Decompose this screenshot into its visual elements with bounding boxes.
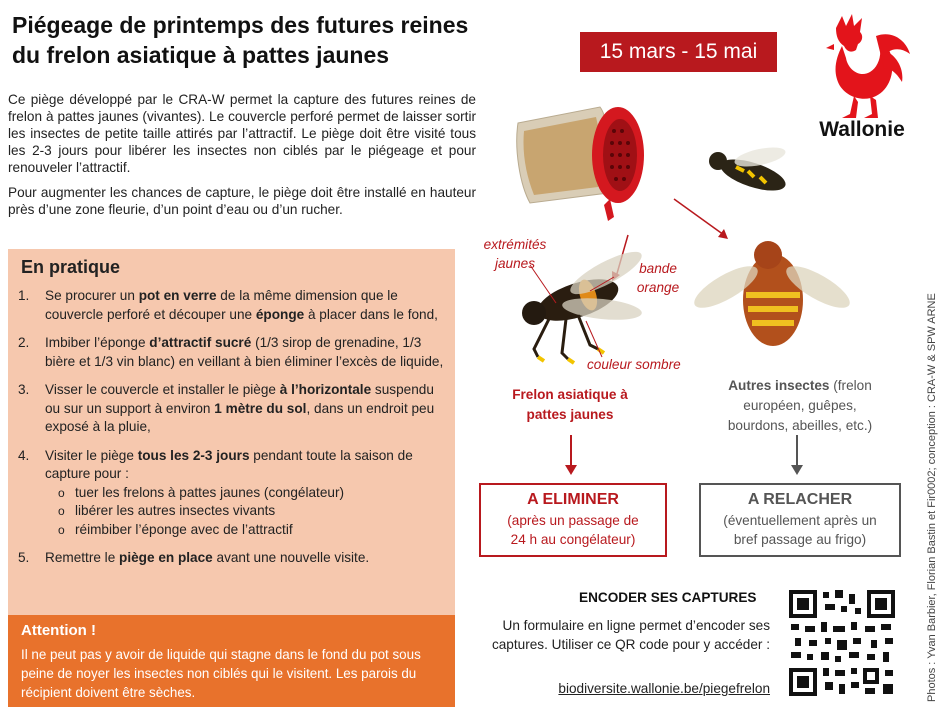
intro-paragraph-2: Pour augmenter les chances de capture, le piège doit être installé en hauteur près d’une zone fleurie, d’un point d’eau ou d’un rucher. [8, 185, 476, 217]
wasp-image [709, 144, 789, 197]
attention-title: Attention ! [21, 622, 96, 639]
photo-credits: Photos : Yvan Barbier, Florian Bastin et Fir0002; conception : CRA-W & SPW ARNE [926, 293, 938, 702]
practice-panel [8, 249, 455, 615]
step-4-subitem: o tuer les frelons à pattes jaunes (congélateur) [58, 484, 345, 500]
steps-list [18, 287, 448, 578]
step-1: 1. Se procurer un pot en verre de la même dimension que le couvercle perforé et découper une éponge à placer dans le fond, [18, 288, 438, 322]
logo-text: Wallonie [819, 118, 905, 141]
eliminate-box: A ELIMINER (après un passage de 24 h au congélateur) [479, 483, 667, 557]
label-yellow-tips: extrémités jaunes [483, 237, 547, 271]
practice-title: En pratique [21, 257, 121, 277]
step-3: 3. Visser le couvercle et installer le piège à l’horizontale suspendu ou sur un support à environ 1 mètre du sol, dans un endroit peu exposé à la pluie, [18, 382, 435, 434]
step-4-subitem: o libérer les autres insectes vivants [58, 503, 276, 518]
encode-text: Un formulaire en ligne permet d’encoder ses captures. Utiliser ce QR code pour y accéder : [491, 618, 770, 652]
attention-panel [8, 615, 455, 707]
encode-link[interactable]: biodiversite.wallonie.be/piegefrelon [558, 681, 770, 696]
attention-text: Il ne peut pas y avoir de liquide qui stagne dans le fond du pot sous peine de noyer les insectes non ciblés qui le visitent. Les parois du récipient doivent être sèches. [21, 647, 421, 700]
label-dark-color: couleur sombre [587, 357, 681, 372]
step-2: 2. Imbiber l’éponge d’attractif sucré (1/3 sirop de grenadine, 1/3 bière et 1/3 vin blanc) en veillant à bien éliminer l’excès de liquide, [18, 335, 444, 369]
page-title: Piégeage de printemps des futures reines du frelon asiatique à pattes jaunes [12, 12, 469, 68]
trap-jar-image [517, 107, 644, 221]
step-4-subitem: o réimbiber l’éponge avec de l’attractif [58, 521, 293, 537]
step-4: 4. Visiter le piège tous les 2-3 jours pendant toute la saison de capture pour : o tuer les frelons à pattes jaunes (congélateur) o libérer les autres insectes vivants o réimbiber l’éponge avec de l’attractif [18, 447, 448, 540]
intro-paragraph-1: Ce piège développé par le CRA-W permet la capture des futures reines de frelon à pattes jaunes (vivantes). Le couvercle perforé permet de laisser sortir les insectes de petite taille attirés par l’attractif. Le piège doit être visité tous les 2-3 jours pour libérer les insectes non ciblés par le piégeage et pour renouveler l’attractif. [8, 92, 476, 175]
step-5: 5. Remettre le piège en place avant une nouvelle visite. [18, 550, 370, 565]
other-insects-label: Autres insectes (frelon européen, guêpes, bourdons, abeilles, etc.) [727, 378, 873, 433]
date-range-badge: 15 mars - 15 mai [580, 32, 777, 72]
encode-title: ENCODER SES CAPTURES [579, 590, 757, 605]
intro-text [8, 91, 476, 226]
qr-code[interactable] [787, 588, 897, 698]
european-hornet-image [689, 241, 855, 346]
release-box: A RELACHER (éventuellement après un bref passage au frigo) [699, 483, 901, 557]
asian-hornet-label: Frelon asiatique à pattes jaunes [512, 387, 628, 422]
label-orange-band: bande orange [636, 261, 680, 295]
